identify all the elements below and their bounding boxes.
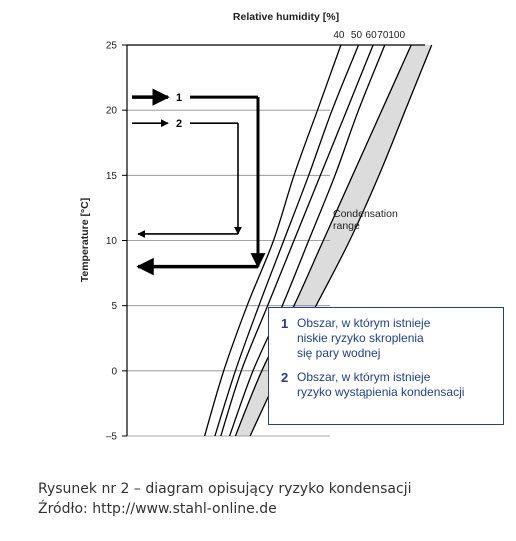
legend-text-1: [297, 316, 430, 361]
rh-label-60: 60: [365, 30, 377, 41]
path-1-label: 1: [175, 92, 183, 105]
y-tick-label-5: 5: [111, 301, 117, 313]
y-tick-label-15: 15: [105, 170, 117, 182]
legend-item-1: [281, 316, 495, 361]
legend-item-2: [281, 370, 495, 400]
legend-text-1-line1: Obszar, w którym istnieje: [297, 316, 431, 330]
rh-label-100: 100: [388, 30, 406, 41]
legend-text-1-line2: niskie ryzyko skroplenia: [297, 331, 424, 345]
legend-text-2-line1: Obszar, w którym istnieje: [297, 370, 431, 384]
rh-label-40: 40: [333, 30, 345, 41]
condensation-range-label-line2: range: [333, 220, 360, 232]
x-axis-title: Relative humidity [%]: [232, 11, 340, 23]
y-tick-label-20: 20: [105, 105, 117, 117]
figure-caption: Rysunek nr 2 – diagram opisujący ryzyko kondensacji: [38, 481, 412, 497]
legend-number-1: 1: [281, 316, 289, 331]
rh-label-50: 50: [350, 30, 363, 41]
y-tick-label-0: 0: [111, 366, 117, 378]
y-tick-label--5: –5: [105, 431, 117, 443]
y-tick-label-25: 25: [105, 40, 117, 52]
figure-source: Źródło: http://www.stahl-online.de: [38, 501, 277, 517]
legend-number-2: 2: [281, 370, 289, 385]
y-tick-label-10: 10: [105, 236, 117, 247]
legend-text-1-line3: się pary wodnej: [297, 346, 381, 360]
condensation-range-label: Condensation: [333, 208, 398, 220]
legend-text-2-line2: ryzyko wystąpienia kondensacji: [297, 385, 465, 399]
legend-box: [268, 307, 504, 425]
legend-text-2: [297, 370, 464, 400]
y-axis-title: Temperature [°C]: [79, 197, 91, 283]
rh-label-70: 70: [377, 30, 389, 41]
path-2-label: 2: [175, 118, 183, 131]
